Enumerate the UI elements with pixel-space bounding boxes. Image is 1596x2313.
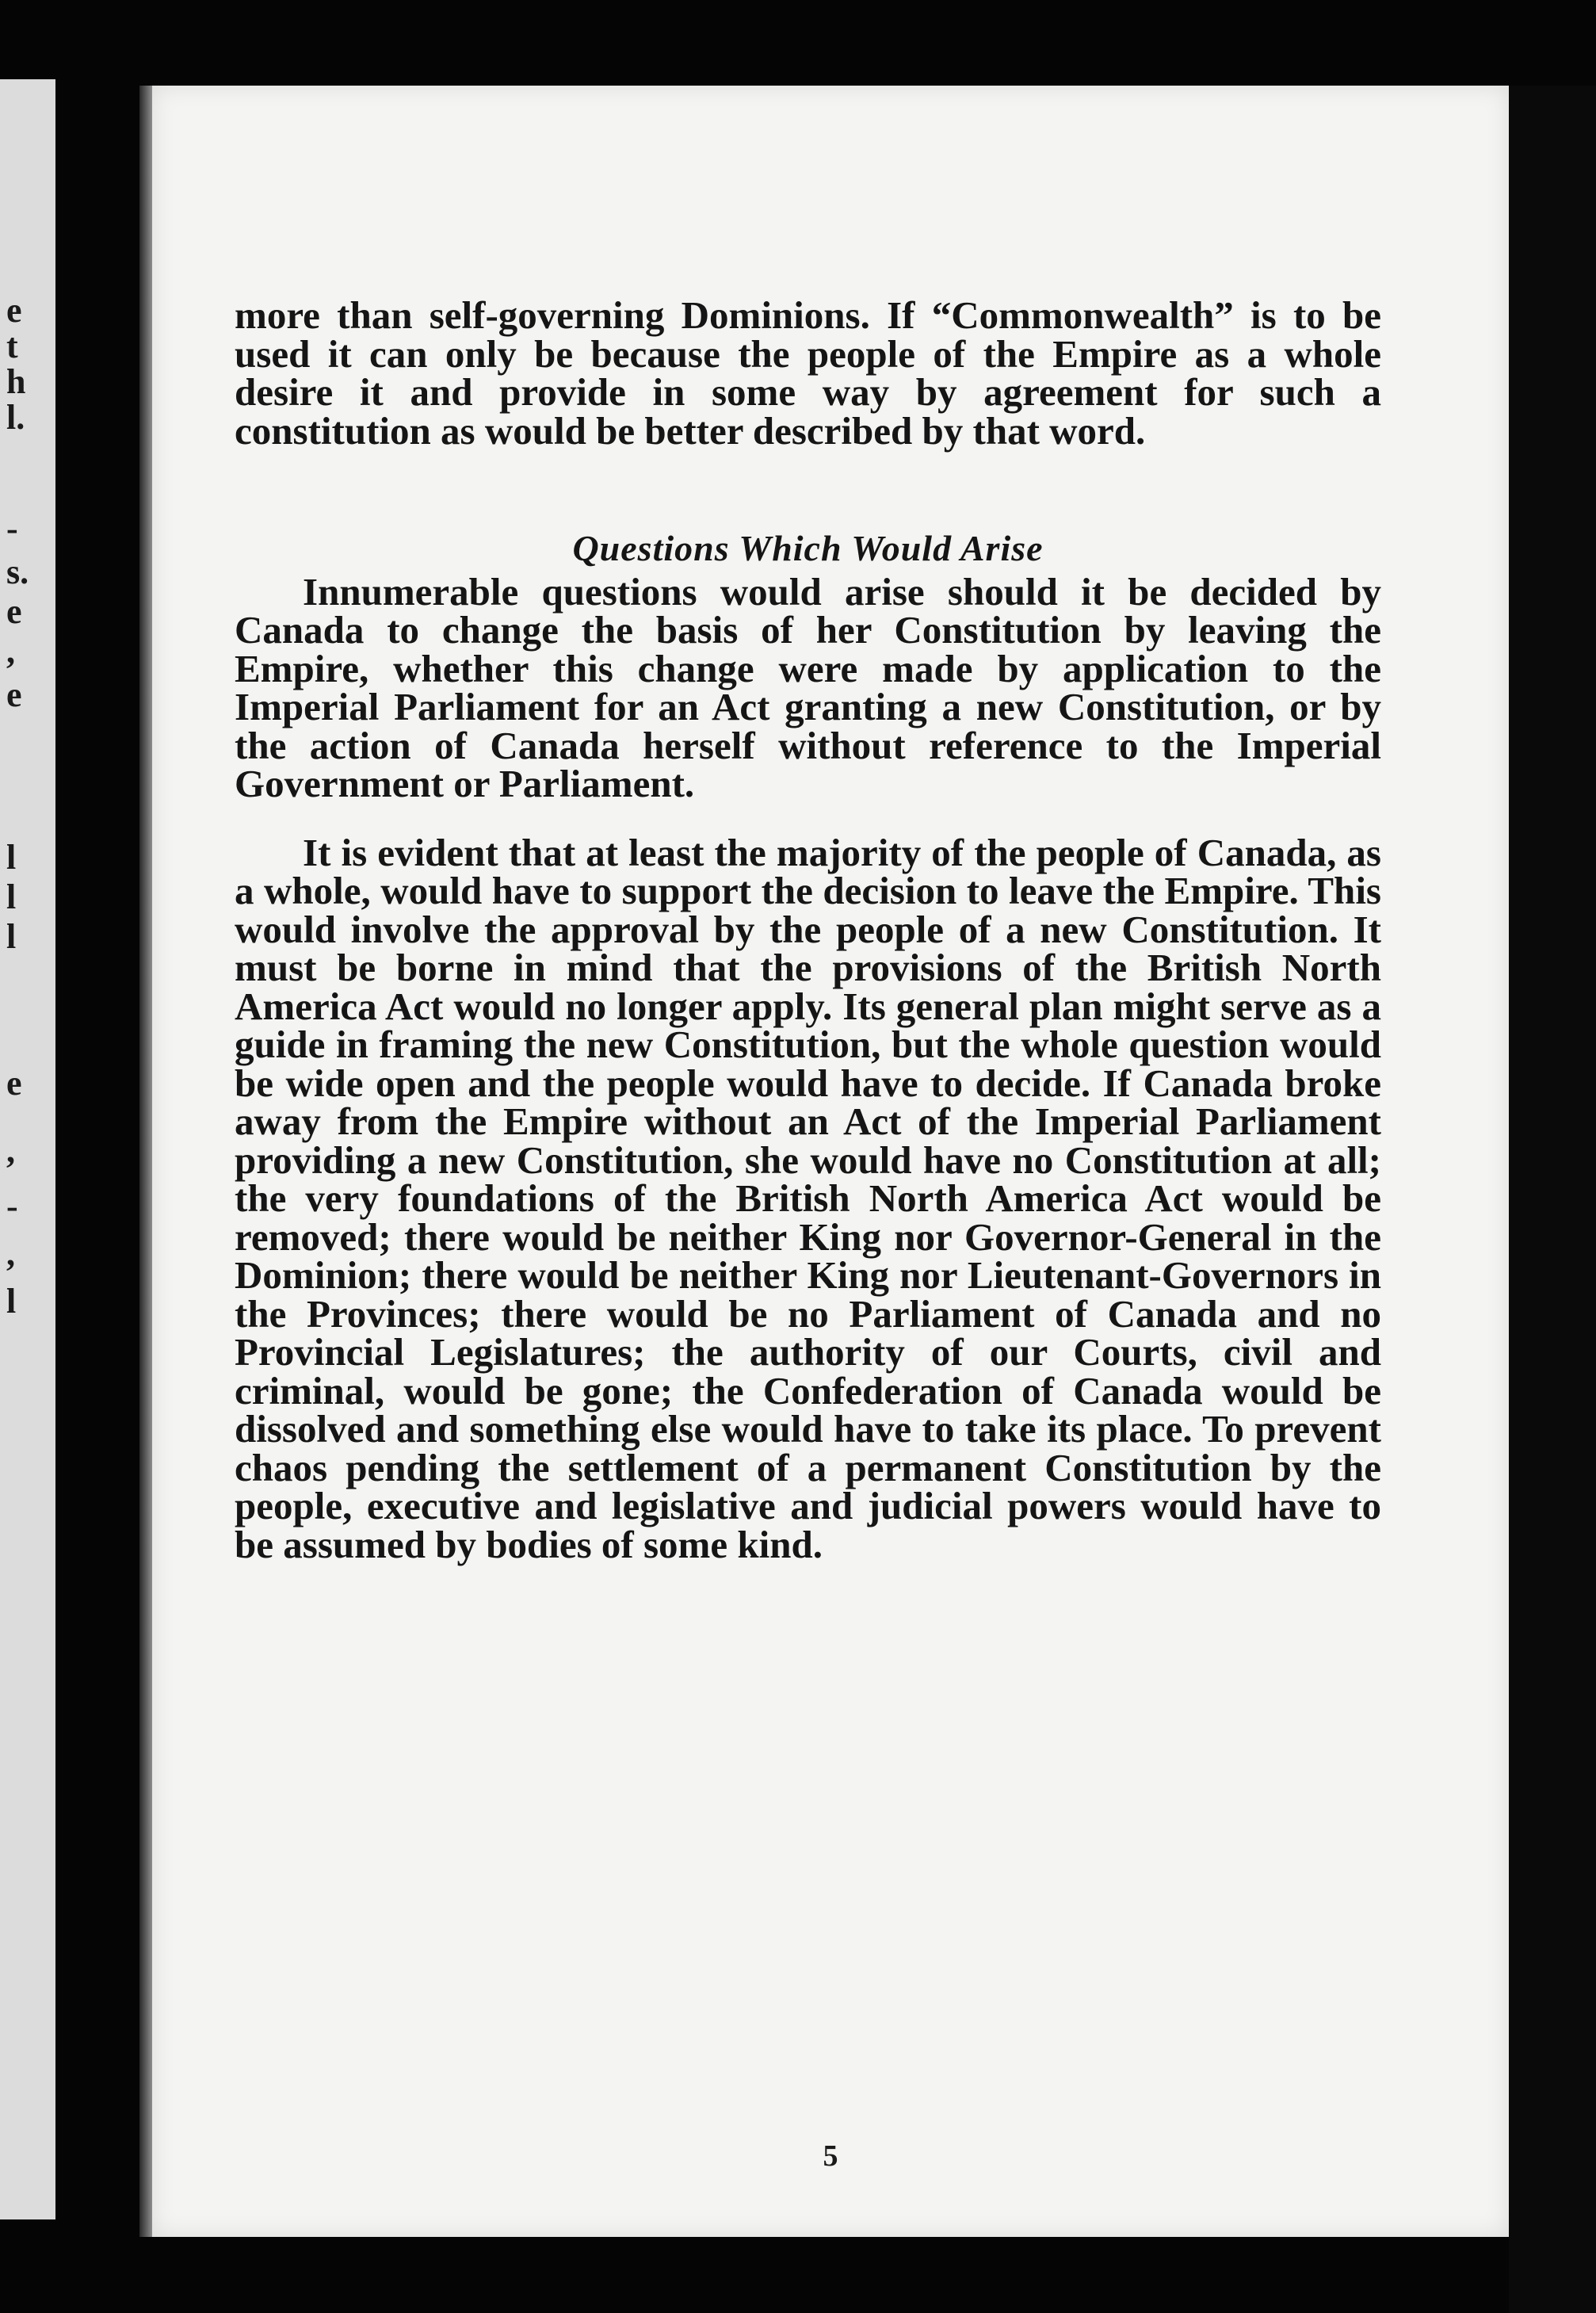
left-page-fragment: l	[6, 838, 17, 877]
left-page-fragment: ,	[6, 1131, 15, 1170]
left-page-fragment: -	[6, 1187, 18, 1225]
page-number: 5	[823, 2139, 838, 2173]
paragraph-commonwealth: more than self-governing Dominions. If “Commonwealth” is to be used it can only be because the people of the Empire as a whole desire it and provide in some way by agreement for such a constitution as would be better described by that word.	[235, 293, 1381, 453]
scan-border	[1509, 86, 1596, 2313]
left-page-fragment: t	[6, 327, 18, 365]
paragraph-questions: Innumerable questions would arise should it be decided by Canada to change the basis of her Constitution by leaving the Empire, whether this change were made by application to the Imperial Parliament for an Act granting a new Constitution, or by the action of Canada herself without reference to the Imperial Government or Parliament.	[235, 569, 1381, 805]
left-page-fragment: s.	[6, 552, 29, 591]
paragraph-majority: It is evident that at least the majority of the people of Canada, as a whole, would have to support the decision to leave the Empire. This would involve the approval by the people of a new Constitution. It must be borne in mind that the provisions of the British North America Act would no longer apply. Its general plan might serve as a guide in framing the new Constitution, but the whole question would be wide open and the people would have to decide. If Canada broke away from the Empire without an Act of the Imperial Parliament providing a new Constitution, she would have no Constitution at all; the very foundations of the British North America Act would be removed; there would be neither King nor Governor-General in the Dominion; there would be neither King nor Lieutenant-Governors in the Provinces; there would be no Parliament of Canada and no Provincial Legislatures; the authority of our Courts, civil and criminal, would be gone; the Confederation of Canada would be dissolved and something else would have to take its place. To prevent chaos pending the settlement of a permanent Constitution by the people, executive and legislative and judicial powers would have to be assumed by bodies of some kind.	[235, 830, 1381, 1566]
page-body	[235, 293, 1381, 1566]
left-page-fragment: l	[6, 877, 17, 916]
document-page	[152, 86, 1509, 2237]
left-page-fragment: e	[6, 1064, 22, 1103]
left-page-fragment: e	[6, 675, 22, 714]
section-heading: Questions Which Would Arise	[572, 528, 1044, 568]
left-page-fragment: h	[6, 362, 26, 401]
left-page-fragment: -	[6, 509, 18, 548]
left-page-fragment: ,	[6, 632, 15, 671]
left-page-fragment: l	[6, 1282, 17, 1321]
left-page-fragment: l.	[6, 398, 25, 437]
adjacent-page-edge	[0, 79, 55, 2219]
left-page-fragment: e	[6, 592, 22, 631]
left-page-fragment: ,	[6, 1234, 15, 1273]
left-page-fragment: l	[6, 917, 17, 956]
left-page-fragment: e	[6, 291, 22, 330]
